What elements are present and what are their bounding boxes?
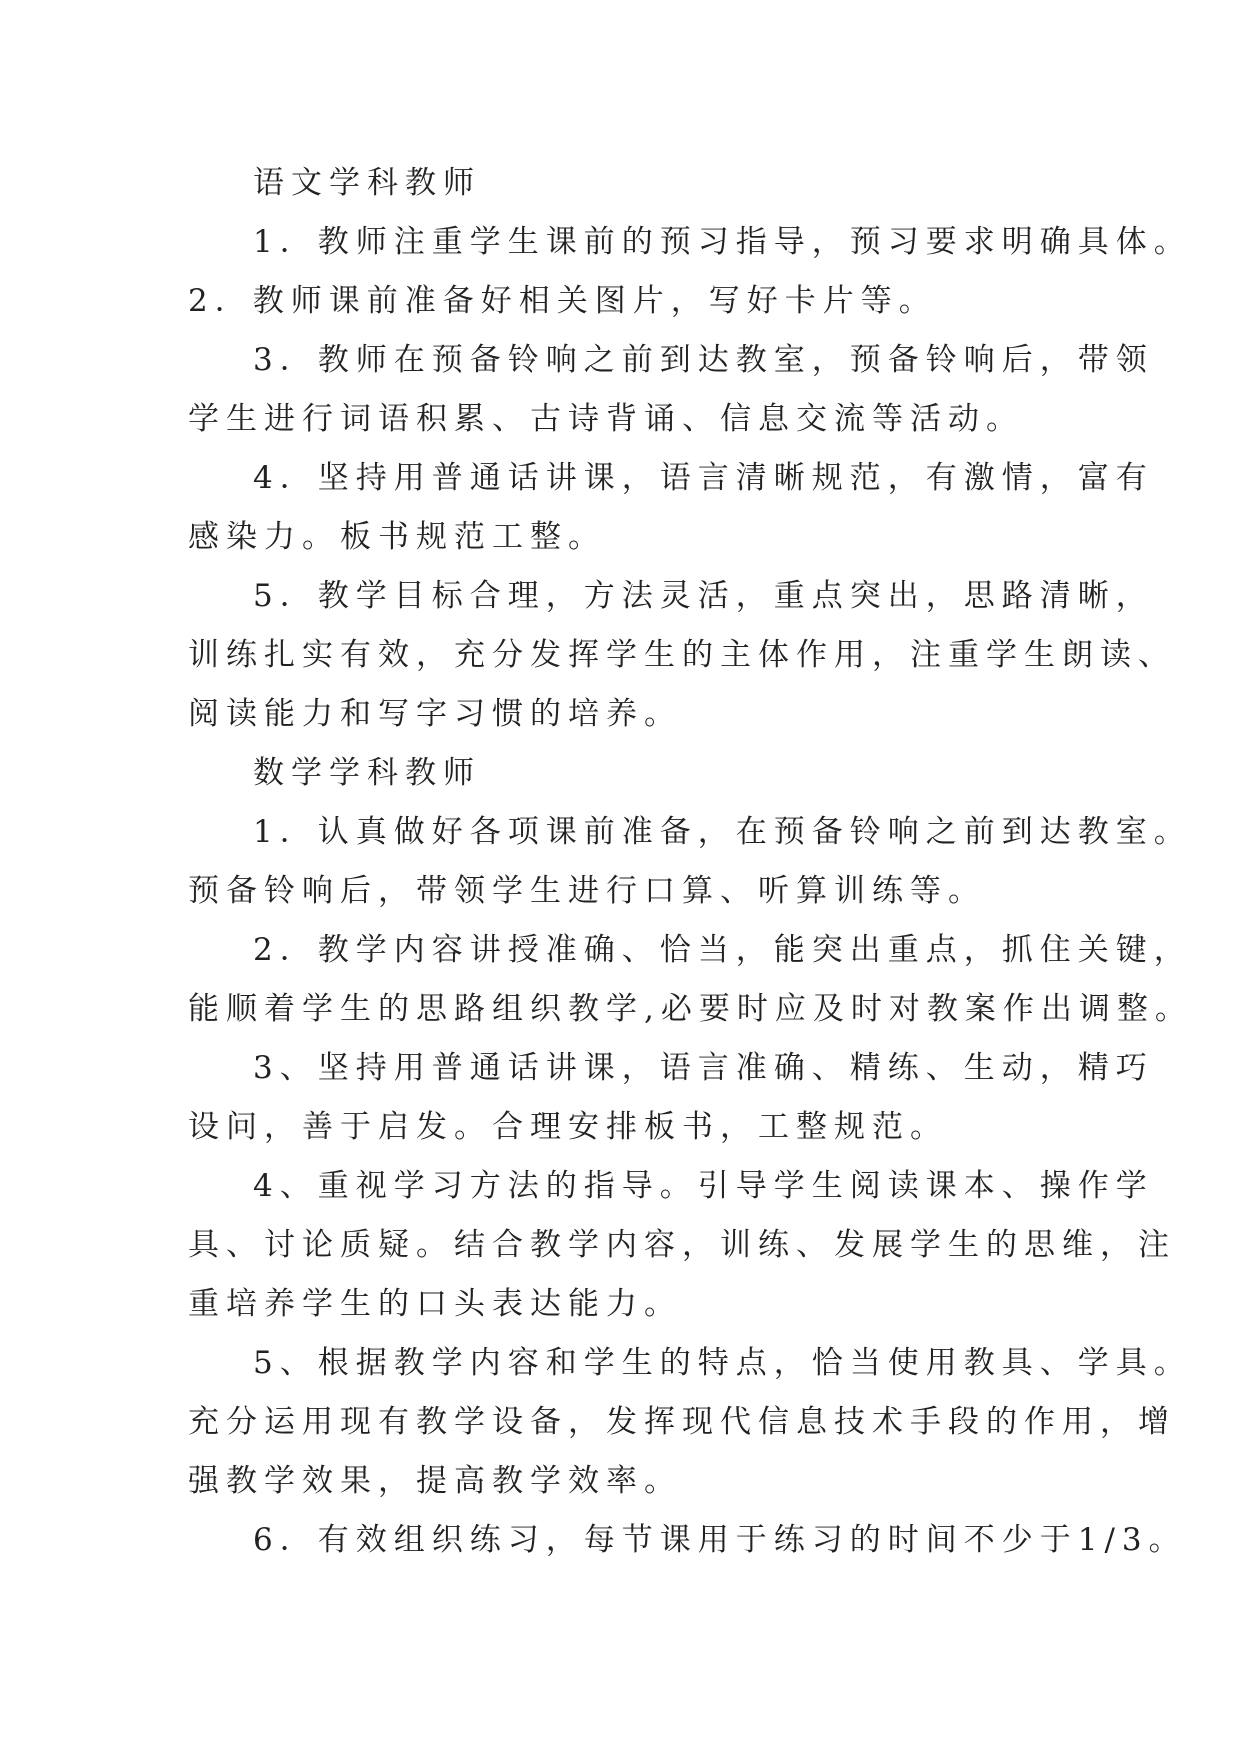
text-line: 重培养学生的口头表达能力。 [188,1286,682,1322]
text-line: 2．教师课前准备好相关图片，写好卡片等。 [188,283,937,319]
text-line: 5、根据教学内容和学生的特点，恰当使用教具、学具。 [253,1345,1192,1381]
text-line: 6．有效组织练习，每节课用于练习的时间不少于1/3。 [253,1522,1187,1558]
text-line: 4、重视学习方法的指导。引导学生阅读课本、操作学 [253,1168,1154,1204]
text-line: 阅读能力和写字习惯的培养。 [188,696,682,732]
text-line: 具、讨论质疑。结合教学内容，训练、发展学生的思维，注 [188,1227,1176,1263]
text-line: 充分运用现有教学设备，发挥现代信息技术手段的作用，增 [188,1404,1176,1440]
text-line: 强教学效果，提高教学效率。 [188,1463,682,1499]
text-line: 训练扎实有效，充分发挥学生的主体作用，注重学生朗读、 [188,637,1176,673]
section-heading-chinese-teacher: 语文学科教师 [253,165,481,201]
text-line: 预备铃响后，带领学生进行口算、听算训练等。 [188,873,986,909]
text-line: 1．教师注重学生课前的预习指导，预习要求明确具体。 [253,224,1192,260]
text-line: 能顺着学生的思路组织教学,必要时应及时对教案作出调整。 [188,991,1193,1027]
text-line: 3．教师在预备铃响之前到达教室，预备铃响后，带领 [253,342,1154,378]
text-line: 学生进行词语积累、古诗背诵、信息交流等活动。 [188,401,1024,437]
text-line: 感染力。板书规范工整。 [188,519,606,555]
text-line: 4．坚持用普通话讲课，语言清晰规范，有激情，富有 [253,460,1154,496]
text-line: 设问，善于启发。合理安排板书，工整规范。 [188,1109,948,1145]
section-heading-math-teacher: 数学学科教师 [253,755,481,791]
text-line: 5．教学目标合理，方法灵活，重点突出，思路清晰， [253,578,1154,614]
text-line: 2．教学内容讲授准确、恰当，能突出重点，抓住关键， [253,932,1192,968]
text-line: 1．认真做好各项课前准备，在预备铃响之前到达教室。 [253,814,1192,850]
document-body [188,154,1193,1570]
text-line: 3、坚持用普通话讲课，语言准确、精练、生动，精巧 [253,1050,1154,1086]
